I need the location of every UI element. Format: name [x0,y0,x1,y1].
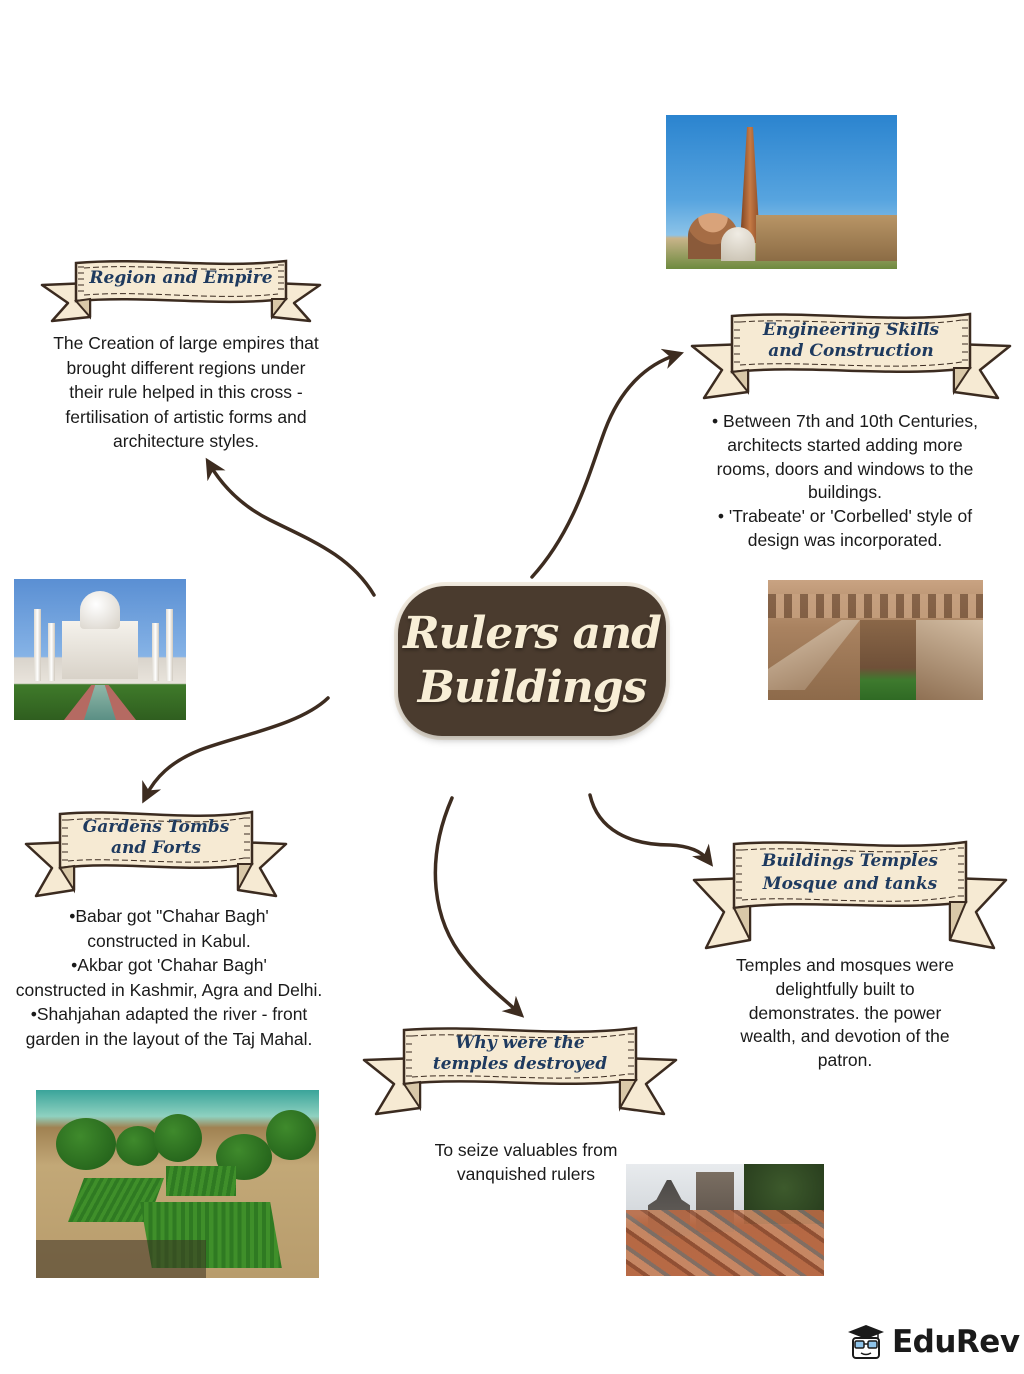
arrow-to-engineering [532,355,676,577]
graduation-cap-mascot-icon [846,1322,886,1362]
stepwell-photo [768,580,983,700]
body-region-empire: The Creation of large empires that brought different regions under their rule helped in this cross - fertilisation of artistic forms and architecture styles. [53,333,319,451]
taj-mahal-photo [14,579,186,720]
title-line-2: Buildings [417,662,647,713]
body-engineering: • Between 7th and 10th Centuries, architects started adding more rooms, doors and windows to the buildings. • 'Trabeate' or 'Corbelled' style of design was incorporated. [712,411,978,550]
heading-engineering-line-1: Engineering Skills [762,320,940,340]
body-buildings-temples: Temples and mosques were delightfully built to demonstrates. the power wealth, and devotion of the patron. [736,955,954,1071]
body-gardens: •Babar got "Chahar Bagh' constructed in Kabul. •Akbar got 'Chahar Bagh' constructed in Kashmir, Agra and Delhi. •Shahjahan adapted the river - front garden in the layout of the Taj Mahal. [15,906,323,1049]
ribbon-temples-destroyed [360,1022,680,1120]
heading-destroyed-line-2: temples destroyed [432,1054,608,1074]
ribbon-engineering [688,308,1014,404]
title-line-1: Rulers and [403,608,661,659]
arrow-to-region-empire [210,465,374,595]
ribbon-gardens [22,806,290,902]
body-temples-destroyed: To seize valuables from vanquished rulers [434,1140,618,1184]
qutub-minar-photo [666,115,897,269]
heading-buildings-line-2: Mosque and tanks [762,874,938,894]
chahar-bagh-photo [36,1090,319,1278]
ribbon-banner-icon [38,255,324,327]
heading-gardens-line-2: and Forts [110,838,202,858]
logo-text: EduRev [892,1324,1020,1360]
heading-destroyed-line-1: Why were the [455,1033,585,1053]
edurev-logo[interactable] [846,1320,1020,1364]
arrow-to-temples-destroyed [435,798,518,1012]
heading-engineering-line-2: and Construction [768,341,934,361]
temple-ruins-photo [626,1164,824,1276]
heading-gardens-line-1: Gardens Tombs [82,817,230,837]
central-title [398,586,666,736]
heading-buildings-line-1: Buildings Temples [762,851,938,871]
ribbon-buildings-temples [690,836,1010,954]
ribbon-region-empire [38,255,324,327]
heading-region-empire: Region and Empire [89,268,273,288]
